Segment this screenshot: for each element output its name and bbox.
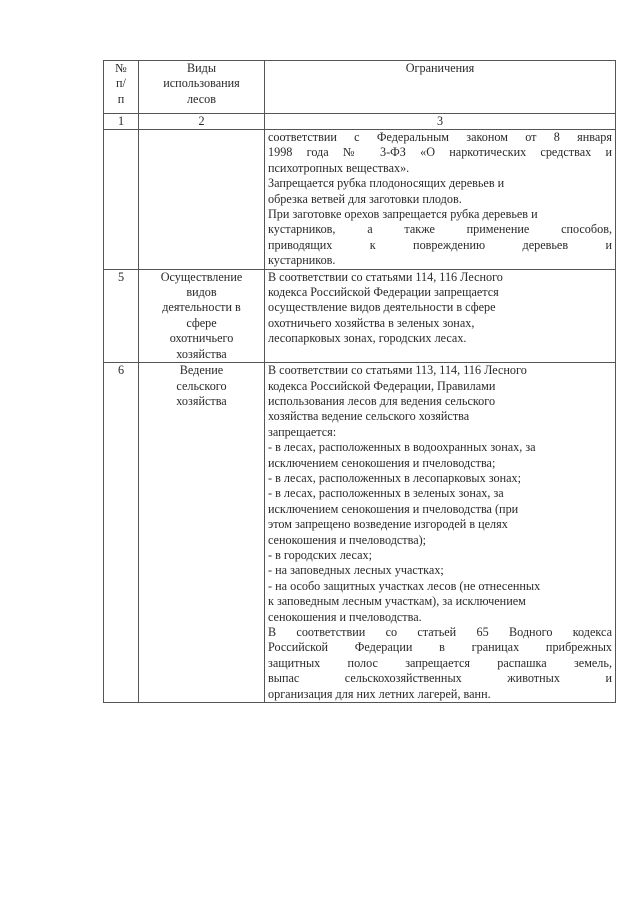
header-number xyxy=(104,61,139,114)
restriction-line: использования лесов для ведения сельского xyxy=(268,393,496,408)
restriction-text xyxy=(265,130,616,270)
restriction-line: В соответствии со статьями 114, 116 Лесного xyxy=(268,269,503,284)
row-kind xyxy=(139,130,265,270)
kind-line: сельского xyxy=(176,378,227,393)
column-index: 2 xyxy=(139,114,265,130)
restriction-line: кустарников. xyxy=(268,253,336,268)
header-kind xyxy=(139,61,265,114)
header-number-line: № xyxy=(115,61,127,75)
restriction-text xyxy=(265,269,616,362)
restriction-line: сенокошения и пчеловодства. xyxy=(268,609,422,624)
restriction-line: осуществление видов деятельности в сфере xyxy=(268,300,496,315)
kind-line: сфере xyxy=(186,315,217,330)
restriction-line: сенокошения и пчеловодства); xyxy=(268,532,427,547)
restriction-line: исключением сенокошения и пчеловодства (при xyxy=(268,501,519,516)
restriction-line: психотропных веществах». xyxy=(268,160,410,175)
kind-line: Ведение xyxy=(179,363,224,378)
restriction-line: выпас сельскохозяйственных животных и xyxy=(268,671,612,686)
restriction-line: кодекса Российской Федерации, Правилами xyxy=(268,378,496,393)
row-number: 5 xyxy=(104,269,139,362)
table-row xyxy=(104,269,616,362)
restriction-line: этом запрещено возведение изгородей в целях xyxy=(268,517,508,532)
restriction-line: В соответствии со статьей 65 Водного кодекса xyxy=(268,625,612,639)
restriction-line: В соответствии со статьями 113, 114, 116 Лесного xyxy=(268,363,527,378)
kind-line: деятельности в xyxy=(162,300,241,315)
restriction-line: приводящих к повреждению деревьев и xyxy=(268,237,612,252)
row-kind xyxy=(139,269,265,362)
column-index: 1 xyxy=(104,114,139,130)
table-header-row xyxy=(104,61,616,114)
restriction-line: к заповедным лесным участкам), за исключением xyxy=(268,594,526,609)
restriction-line: - в лесах, расположенных в водоохранных зонах, за xyxy=(268,440,536,455)
restriction-line: При заготовке орехов запрещается рубка деревьев и xyxy=(268,207,538,222)
header-restrictions: Ограничения xyxy=(265,61,616,114)
restrictions-table xyxy=(103,60,616,703)
restriction-line: - на заповедных лесных участках; xyxy=(268,563,444,578)
restriction-line: обрезка ветвей для заготовки плодов. xyxy=(268,191,462,206)
header-kind-line: Виды xyxy=(186,61,217,75)
header-number-line: п xyxy=(117,91,125,106)
restriction-line: кустарников, а также применение способов, xyxy=(268,222,612,237)
kind-line: хозяйства xyxy=(176,346,227,361)
restriction-line: - в лесах, расположенных в лесопарковых зонах; xyxy=(268,470,521,485)
restriction-line: - в городских лесах; xyxy=(268,547,372,562)
restriction-line: хозяйства ведение сельского хозяйства xyxy=(268,409,470,424)
restriction-line: охотничьего хозяйства в зеленых зонах, xyxy=(268,315,475,330)
kind-line: хозяйства xyxy=(176,393,227,408)
restriction-line: Запрещается рубка плодоносящих деревьев и xyxy=(268,176,505,191)
row-kind xyxy=(139,363,265,703)
restriction-line: исключением сенокошения и пчеловодства; xyxy=(268,455,496,470)
table-row xyxy=(104,363,616,703)
restriction-line: Российской Федерации в границах прибрежных xyxy=(268,640,612,655)
kind-line: охотничьего xyxy=(169,331,234,346)
restriction-text xyxy=(265,363,616,703)
kind-line: видов xyxy=(186,285,217,300)
restriction-line: лесопарковых зонах, городских лесах. xyxy=(268,331,467,346)
column-index: 3 xyxy=(265,114,616,130)
restriction-line: - в лесах, расположенных в зеленых зонах, за xyxy=(268,486,504,501)
restriction-line: запрещается: xyxy=(268,424,337,439)
row-number xyxy=(104,130,139,270)
table-row-continuation xyxy=(104,130,616,270)
restriction-line: соответствии с Федеральным законом от 8 января xyxy=(268,130,612,144)
restriction-line: кодекса Российской Федерации запрещается xyxy=(268,285,499,300)
restriction-line: - на особо защитных участках лесов (не отнесенных xyxy=(268,578,541,593)
restriction-line: 1998 года № 3-ФЗ «О наркотических средствах и xyxy=(268,145,612,160)
column-index-row xyxy=(104,114,616,130)
header-number-line: п/ xyxy=(116,76,126,91)
row-number: 6 xyxy=(104,363,139,703)
header-kind-line: лесов xyxy=(186,91,217,106)
restriction-line: защитных полос запрещается распашка земель, xyxy=(268,655,612,670)
header-kind-line: использования xyxy=(163,76,240,91)
restriction-line: организация для них летних лагерей, ванн. xyxy=(268,686,491,701)
kind-line: Осуществление xyxy=(160,269,243,284)
